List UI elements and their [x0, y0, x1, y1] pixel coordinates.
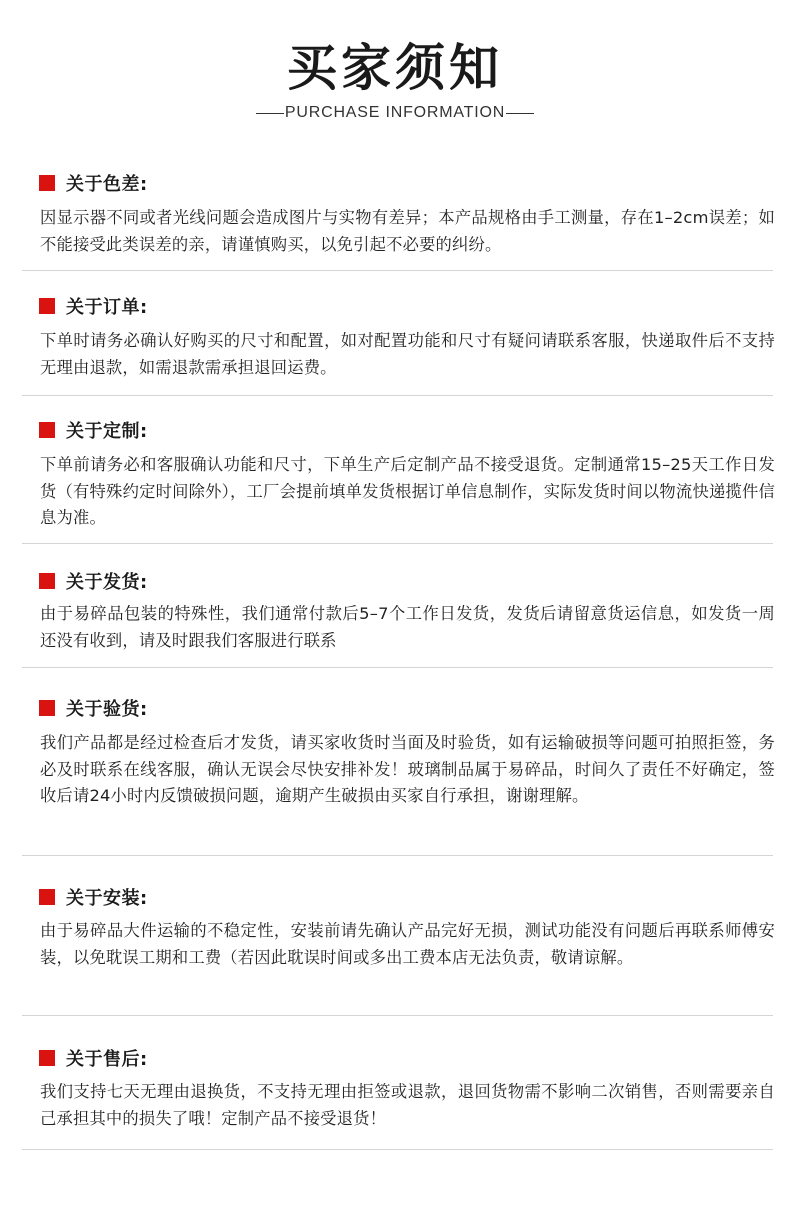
section-shipping: [22, 568, 773, 668]
section-inspection: [22, 694, 773, 856]
page-header: [0, 38, 790, 124]
section-title: 关于色差:: [66, 174, 148, 195]
section-body: 我们支持七天无理由退换货，不支持无理由拒签或退款，退回货物需不影响二次销售，否则需要亲自己承担其中的损失了哦！定制产品不接受退货！: [40, 1082, 775, 1128]
section-customization: [22, 416, 773, 544]
section-installation: [22, 884, 773, 1016]
section-heading: [39, 568, 148, 594]
section-heading: [39, 417, 148, 443]
section-title: 关于定制:: [66, 421, 148, 442]
section-body: 下单时请务必确认好购买的尺寸和配置，如对配置功能和尺寸有疑问请联系客服，快递取件后不支持无理由退款，如需退款需承担退回运费。: [40, 331, 775, 377]
section-after-sales: [22, 1045, 773, 1150]
section-body: 我们产品都是经过检查后才发货，请买家收货时当面及时验货，如有运输破损等问题可拍照拒签，务必及时联系在线客服，确认无误会尽快安排补发！玻璃制品属于易碎品，时间久了责任不好确定，签收后请24小时内反馈破损问题，逾期产生破损由买家自行承担，谢谢理解。: [40, 733, 775, 805]
section-title: 关于售后:: [66, 1049, 148, 1070]
section-body: 因显示器不同或者光线问题会造成图片与实物有差异；本产品规格由手工测量，存在1–2cm误差；如不能接受此类误差的亲，请谨慎购买，以免引起不必要的纠纷。: [40, 208, 775, 254]
red-square-icon: [39, 298, 55, 314]
page-title: 买家须知: [287, 39, 503, 97]
section-heading: [39, 293, 148, 319]
section-title: 关于验货:: [66, 699, 148, 720]
red-square-icon: [39, 700, 55, 716]
section-heading: [39, 695, 148, 721]
section-color-difference: [22, 168, 773, 271]
red-square-icon: [39, 573, 55, 589]
section-title: 关于订单:: [66, 297, 148, 318]
red-square-icon: [39, 1050, 55, 1066]
section-orders: [22, 291, 773, 396]
section-body: 下单前请务必和客服确认功能和尺寸，下单生产后定制产品不接受退货。定制通常15–25天工作日发货（有特殊约定时间除外），工厂会提前填单发货根据订单信息制作，实际发货时间以物流快递揽件信息为准。: [40, 455, 775, 527]
red-square-icon: [39, 889, 55, 905]
section-heading: [39, 1045, 148, 1071]
subtitle-right-rule: [506, 113, 534, 114]
section-heading: [39, 884, 148, 910]
subtitle-row: [0, 102, 790, 124]
section-title: 关于安装:: [66, 888, 148, 909]
section-body: 由于易碎品包装的特殊性，我们通常付款后5–7个工作日发货，发货后请留意货运信息，如发货一周还没有收到，请及时跟我们客服进行联系: [40, 604, 775, 650]
page-subtitle: PURCHASE INFORMATION: [284, 104, 506, 121]
subtitle-left-rule: [256, 113, 284, 114]
section-title: 关于发货:: [66, 572, 148, 593]
red-square-icon: [39, 175, 55, 191]
section-heading: [39, 170, 148, 196]
section-body: 由于易碎品大件运输的不稳定性，安装前请先确认产品完好无损，测试功能没有问题后再联系师傅安装，以免耽误工期和工费（若因此耽误时间或多出工费本店无法负责，敬请谅解。: [40, 921, 775, 967]
red-square-icon: [39, 422, 55, 438]
